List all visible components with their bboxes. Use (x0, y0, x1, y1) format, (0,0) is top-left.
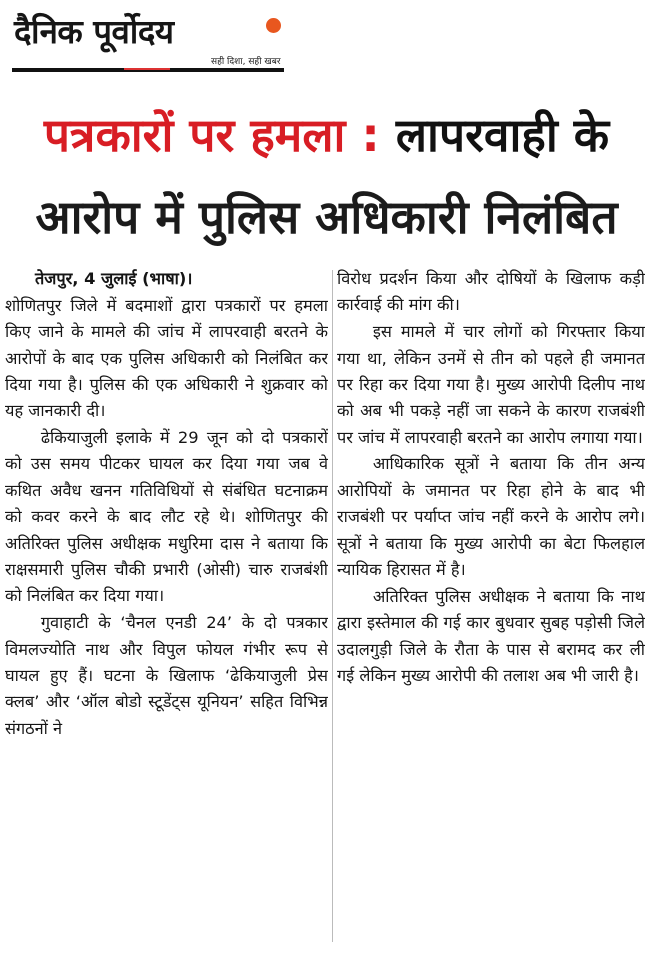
headline-line-1 (0, 106, 653, 164)
masthead (12, 6, 284, 72)
article-column-right (337, 266, 645, 951)
masthead-rule-accent (124, 68, 170, 70)
article-paragraph: अतिरिक्त पुलिस अधीक्षक ने बताया कि नाथ द्वारा इस्तेमाल की गई कार बुधवार सुबह पड़ोसी जिले उदालगुड़ी जिले के रौता के पास से बरामद कर ली गई लेकिन मुख्य आरोपी की तलाश अब भी जारी है। (337, 586, 645, 685)
newspaper-name: दैनिक पूर्वोदय (14, 12, 174, 51)
article-paragraph: शोणितपुर जिले में बदमाशों द्वारा पत्रकारों पर हमला किए जाने के मामले की जांच में लापरवाही बरतने के आरोपों के बाद एक पुलिस अधिकारी को निलंबित कर दिया गया है। पुलिस की एक अधिकारी ने शुक्रवार को यह जानकारी दी। (5, 295, 328, 421)
headline-red-part: पत्रकारों पर हमला : (43, 108, 380, 162)
logo-dot-icon (266, 18, 281, 33)
article-paragraph: ढेकियाजुली इलाके में 29 जून को दो पत्रकारों को उस समय पीटकर घायल कर दिया गया जब वे कथित अवैध खनन गतिविधियों से संबंधित घटनाक्रम को कवर करने के बाद लौट रहे थे। शोणितपुर की अतिरिक्त पुलिस अधीक्षक मधुरिमा दास ने बताया कि राक्षसमारी पुलिस चौकी प्रभारी (ओसी) चारु राजबंशी को निलंबित कर दिया गया। (5, 428, 328, 606)
article-paragraph: इस मामले में चार लोगों को गिरफ्तार किया गया था, लेकिन उनमें से तीन को पहले ही जमानत पर रिहा कर दिया गया है। मुख्य आरोपी दिलीप नाथ को अब भी पकड़े नहीं जा सकने के कारण राजबंशी पर जांच में लापरवाही बरतने का आरोप लगाया गया। (337, 322, 645, 447)
article-column-left (5, 266, 328, 951)
column-divider (332, 270, 333, 942)
newspaper-tagline: सही दिशा, सही खबर (211, 57, 281, 67)
dateline: तेजपुर, 4 जुलाई (भाषा)। (35, 269, 193, 288)
article-paragraph: विरोध प्रदर्शन किया और दोषियों के खिलाफ कड़ी कार्रवाई की मांग की। (337, 269, 645, 315)
article-paragraph: गुवाहाटी के ‘चैनल एनडी 24’ के दो पत्रकार विमलज्योति नाथ और विपुल फोयल गंभीर रूप से घायल हुए हैं। घटना के खिलाफ ‘ढेकियाजुली प्रेस क्लब’ और ‘ऑल बोडो स्टूडेंट्स यूनियन’ सहित विभिन्न संगठनों ने (5, 613, 328, 738)
headline-black-part: लापरवाही के (395, 108, 610, 162)
headline-line-2: आरोप में पुलिस अधिकारी निलंबित (35, 190, 618, 244)
article-paragraph: आधिकारिक सूत्रों ने बताया कि तीन अन्य आरोपियों के जमानत पर रिहा होने के बाद भी राजबंशी पर पर्याप्त जांच नहीं करने के आरोप लगे। सूत्रों ने बताया कि मुख्य आरोपी का बेटा फिलहाल न्यायिक हिरासत में है। (337, 454, 645, 580)
